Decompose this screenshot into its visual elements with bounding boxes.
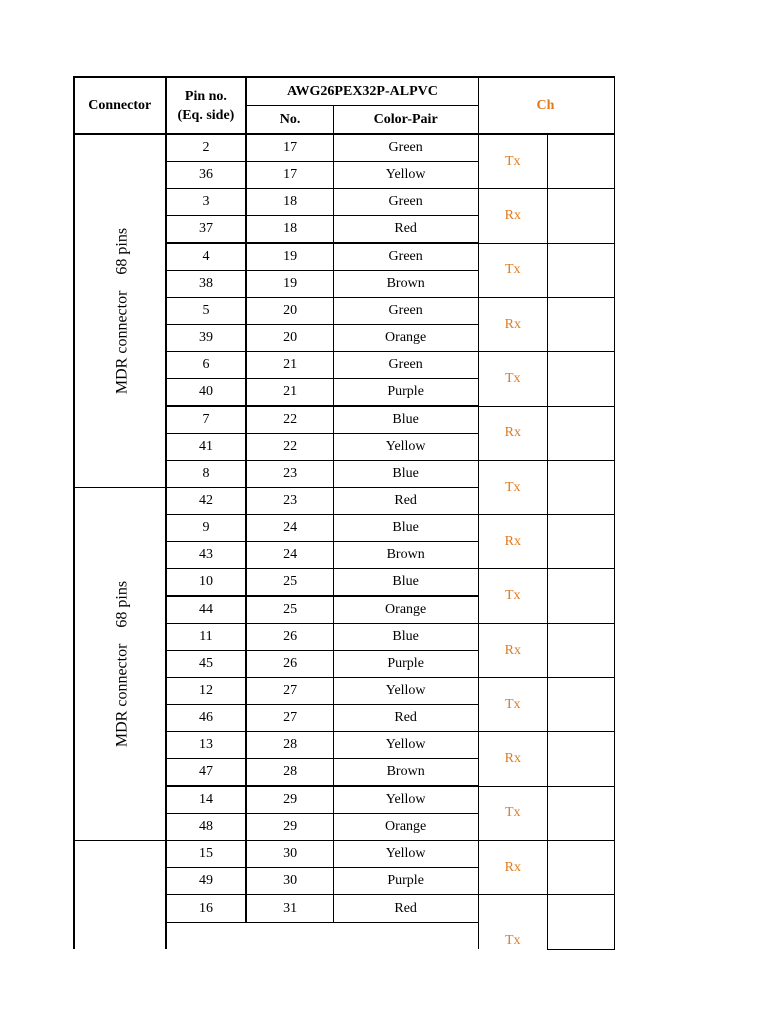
color-cell: Green — [333, 352, 478, 379]
pin-cell: 13 — [166, 732, 247, 759]
channel-cell: Tx — [478, 786, 548, 841]
channel-cell: Tx — [478, 243, 548, 298]
pin-cell: 11 — [166, 624, 247, 651]
wire-no-cell: 29 — [246, 786, 333, 814]
channel-extra-cell — [548, 841, 615, 895]
wire-no-cell: 27 — [246, 678, 333, 705]
connector-label: MDR connector 68 pins — [113, 580, 131, 748]
color-cell: Blue — [333, 461, 478, 488]
header-channel: Ch — [478, 77, 615, 134]
pin-cell: 36 — [166, 162, 247, 189]
pin-cell: 41 — [166, 434, 247, 461]
color-cell: Yellow — [333, 434, 478, 461]
pin-cell: 9 — [166, 515, 247, 542]
color-cell: Orange — [333, 814, 478, 841]
channel-cell: Rx — [478, 189, 548, 244]
pin-cell: 42 — [166, 488, 247, 515]
channel-cell: Tx — [478, 461, 548, 515]
pin-cell: 49 — [166, 868, 247, 895]
pin-cell: 7 — [166, 406, 247, 434]
wire-no-cell: 24 — [246, 515, 333, 542]
wire-no-cell: 28 — [246, 732, 333, 759]
header-connector: Connector — [74, 77, 166, 134]
header-cable: AWG26PEX32P-ALPVC — [246, 77, 478, 106]
channel-cell: Rx — [478, 732, 548, 787]
pin-cell: 10 — [166, 569, 247, 597]
color-cell: Blue — [333, 569, 478, 597]
channel-extra-cell — [548, 732, 615, 787]
color-cell: Yellow — [333, 162, 478, 189]
color-cell: Blue — [333, 624, 478, 651]
header-color-pair: Color-Pair — [333, 106, 478, 135]
wire-no-cell: 19 — [246, 271, 333, 298]
pin-cell: 40 — [166, 379, 247, 407]
header-pin-no-line2: (Eq. side) — [177, 107, 235, 123]
pin-cell: 46 — [166, 705, 247, 732]
channel-cell: Tx — [478, 678, 548, 732]
color-cell: Red — [333, 895, 478, 923]
channel-extra-cell — [548, 786, 615, 841]
channel-extra-cell — [548, 406, 615, 461]
channel-extra-cell — [548, 134, 615, 189]
wire-no-cell: 26 — [246, 651, 333, 678]
wire-no-cell: 28 — [246, 759, 333, 787]
color-cell: Red — [333, 488, 478, 515]
color-cell: Brown — [333, 542, 478, 569]
wire-no-cell: 17 — [246, 134, 333, 162]
pin-cell: 16 — [166, 895, 247, 923]
pin-cell: 5 — [166, 298, 247, 325]
channel-extra-cell — [548, 895, 615, 950]
pin-cell: 6 — [166, 352, 247, 379]
header-no: No. — [246, 106, 333, 135]
wire-no-cell: 17 — [246, 162, 333, 189]
pin-assignment-table — [73, 76, 615, 950]
pin-cell: 2 — [166, 134, 247, 162]
table-row — [74, 841, 615, 868]
wire-no-cell: 20 — [246, 325, 333, 352]
header-row-1 — [74, 77, 615, 106]
color-cell: Green — [333, 243, 478, 271]
color-cell: Yellow — [333, 732, 478, 759]
wire-no-cell: 18 — [246, 216, 333, 244]
wire-no-cell: 22 — [246, 434, 333, 461]
connector-group-cell — [74, 134, 166, 488]
wire-no-cell: 21 — [246, 352, 333, 379]
wire-no-cell: 23 — [246, 461, 333, 488]
wire-no-cell: 22 — [246, 406, 333, 434]
wire-no-cell: 21 — [246, 379, 333, 407]
channel-cell: Rx — [478, 841, 548, 895]
color-cell — [333, 923, 478, 950]
wire-no-cell: 25 — [246, 596, 333, 624]
channel-cell: Rx — [478, 624, 548, 678]
channel-cell: Tx — [478, 569, 548, 624]
pin-cell: 38 — [166, 271, 247, 298]
wire-no-cell — [246, 923, 333, 950]
pin-cell: 15 — [166, 841, 247, 868]
color-cell: Blue — [333, 515, 478, 542]
connector-label: MDR connector 68 pins — [113, 227, 131, 395]
channel-cell: Rx — [478, 406, 548, 461]
pin-cell: 37 — [166, 216, 247, 244]
color-cell: Red — [333, 216, 478, 244]
color-cell: Green — [333, 189, 478, 216]
channel-extra-cell — [548, 515, 615, 569]
wire-no-cell: 30 — [246, 841, 333, 868]
color-cell: Brown — [333, 759, 478, 787]
wire-no-cell: 31 — [246, 895, 333, 923]
wire-no-cell: 29 — [246, 814, 333, 841]
pin-cell: 44 — [166, 596, 247, 624]
channel-extra-cell — [548, 298, 615, 352]
pin-cell: 14 — [166, 786, 247, 814]
color-cell: Yellow — [333, 786, 478, 814]
table-body — [74, 134, 615, 949]
color-cell: Yellow — [333, 678, 478, 705]
connector-group-cell — [74, 488, 166, 841]
color-cell: Green — [333, 298, 478, 325]
pin-cell: 4 — [166, 243, 247, 271]
color-cell: Blue — [333, 406, 478, 434]
color-cell: Purple — [333, 651, 478, 678]
pin-cell: 45 — [166, 651, 247, 678]
pin-cell: 48 — [166, 814, 247, 841]
wire-no-cell: 18 — [246, 189, 333, 216]
channel-cell: Tx — [478, 134, 548, 189]
color-cell: Green — [333, 134, 478, 162]
channel-cell: Tx — [478, 895, 548, 950]
channel-cell: Tx — [478, 352, 548, 407]
wire-no-cell: 20 — [246, 298, 333, 325]
wire-no-cell: 26 — [246, 624, 333, 651]
channel-extra-cell — [548, 569, 615, 624]
wire-no-cell: 19 — [246, 243, 333, 271]
channel-extra-cell — [548, 352, 615, 407]
table-row — [74, 134, 615, 162]
channel-extra-cell — [548, 461, 615, 515]
channel-extra-cell — [548, 243, 615, 298]
wire-no-cell: 23 — [246, 488, 333, 515]
color-cell: Orange — [333, 596, 478, 624]
channel-cell: Rx — [478, 515, 548, 569]
color-cell: Purple — [333, 868, 478, 895]
pin-cell: 47 — [166, 759, 247, 787]
color-cell: Yellow — [333, 841, 478, 868]
wire-no-cell: 27 — [246, 705, 333, 732]
color-cell: Orange — [333, 325, 478, 352]
pin-cell: 3 — [166, 189, 247, 216]
channel-cell: Rx — [478, 298, 548, 352]
channel-extra-cell — [548, 189, 615, 244]
wire-no-cell: 24 — [246, 542, 333, 569]
wire-no-cell: 30 — [246, 868, 333, 895]
header-pin-no-line1: Pin no. — [184, 88, 227, 104]
pin-cell: 39 — [166, 325, 247, 352]
pin-cell: 43 — [166, 542, 247, 569]
wire-no-cell: 25 — [246, 569, 333, 597]
color-cell: Red — [333, 705, 478, 732]
pin-cell: 8 — [166, 461, 247, 488]
channel-extra-cell — [548, 678, 615, 732]
pin-cell: 12 — [166, 678, 247, 705]
color-cell: Brown — [333, 271, 478, 298]
channel-extra-cell — [548, 624, 615, 678]
pin-cell — [166, 923, 247, 950]
connector-group-cell — [74, 841, 166, 950]
color-cell: Purple — [333, 379, 478, 407]
header-pin-no — [166, 77, 247, 134]
